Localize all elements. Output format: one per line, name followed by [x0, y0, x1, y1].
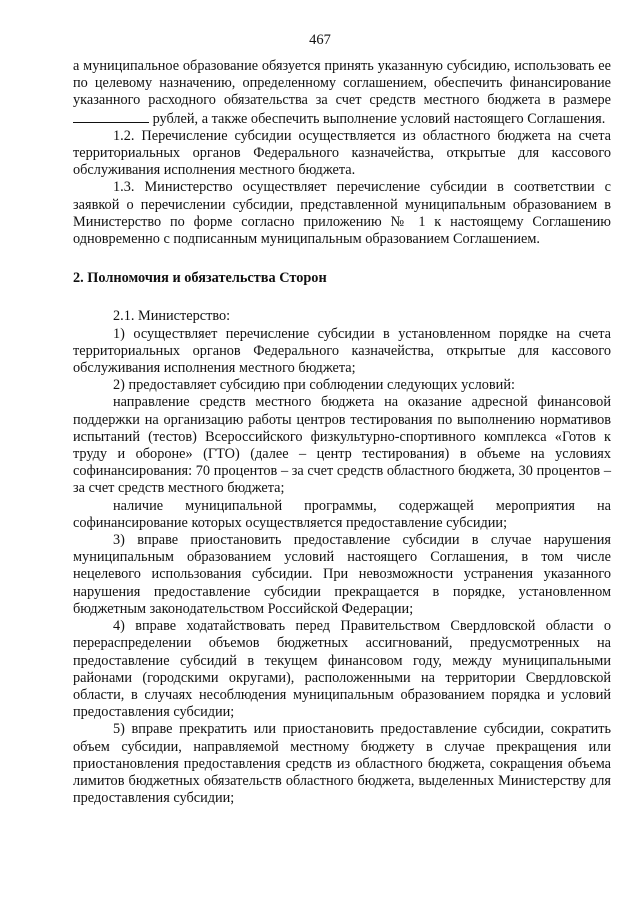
- list-item-5: 5) вправе прекратить или приостановить предоставление субсидии, сократить объем субсидии, направляемой местному бюджету в случае прекращения или приостановления предоставления средств из областного бюджета, сокращения объема лимитов бюджетных обязательств областного бюджета, выделенных Министерству для предоставления субсидии;: [73, 721, 611, 807]
- intro-paragraph: [73, 58, 611, 128]
- list-item-1: 1) осуществляет перечисление субсидии в установленном порядке на счета территориальных органов Федерального казначейства, открытые для кассового обслуживания исполнения местного бюджета;: [73, 325, 611, 377]
- document-body: [73, 58, 611, 807]
- condition-municipal-program: наличие муниципальной программы, содержащей мероприятия на софинансирование которых осуществляется предоставление субсидии;: [73, 497, 611, 531]
- paragraph-2-1: 2.1. Министерство:: [113, 308, 231, 325]
- list-item-2: 2) предоставляет субсидию при соблюдении следующих условий:: [113, 377, 515, 394]
- amount-blank-line: [73, 110, 149, 123]
- intro-text-before-blank: а муниципальное образование обязуется принять указанную субсидию, использовать ее по целевому назначению, определенному соглашением, обеспечить финансирование указанного расходного обязательства за счет средств местного бюджета в размере: [73, 58, 611, 109]
- section-2-heading: 2. Полномочия и обязательства Сторон: [73, 270, 327, 287]
- paragraph-1-3: 1.3. Министерство осуществляет перечисление субсидии в соответствии с заявкой о перечислении субсидии, представленной муниципальным образованием в Министерство по форме согласно приложению № 1 к настоящему Соглашению одновременно с подписанным муниципальным образованием Соглашением.: [73, 179, 611, 248]
- condition-funding-direction: направление средств местного бюджета на оказание адресной финансовой поддержки на организацию работы центров тестирования по выполнению нормативов испытаний (тестов) Всероссийского физкультурно-спортивного комплекса «Готов к труду и обороне» (ГТО) (далее – центр тестирования) в объеме на условиях софинансирования: 70 процентов – за счет средств областного бюджета, 30 процентов – за счет средств местного бюджета;: [73, 394, 611, 497]
- intro-text-after-blank: рублей, а также обеспечить выполнение условий настоящего Соглашения.: [149, 110, 606, 127]
- list-item-3: 3) вправе приостановить предоставление субсидии в случае нарушения муниципальным образованием условий настоящего Соглашения, в том числе нецелевого использования субсидии. При невозможности устранения указанного нарушения предоставление субсидии прекращается в порядке, установленном бюджетным законодательством Российской Федерации;: [73, 532, 611, 617]
- list-item-4: 4) вправе ходатайствовать перед Правительством Свердловской области о перераспределении объемов бюджетных ассигнований, предусмотренных на предоставление субсидий в текущем финансовом году, между муниципальными районами (городскими округами), расположенными на территории Свердловской области, в случаях несоблюдения муниципальным образованием порядка и условий предоставления субсидии;: [73, 618, 611, 721]
- page-number: 467: [309, 32, 331, 48]
- paragraph-1-2: 1.2. Перечисление субсидии осуществляется из областного бюджета на счета территориальных органов Федерального казначейства, открытые для кассового обслуживания исполнения местного бюджета.: [73, 127, 611, 179]
